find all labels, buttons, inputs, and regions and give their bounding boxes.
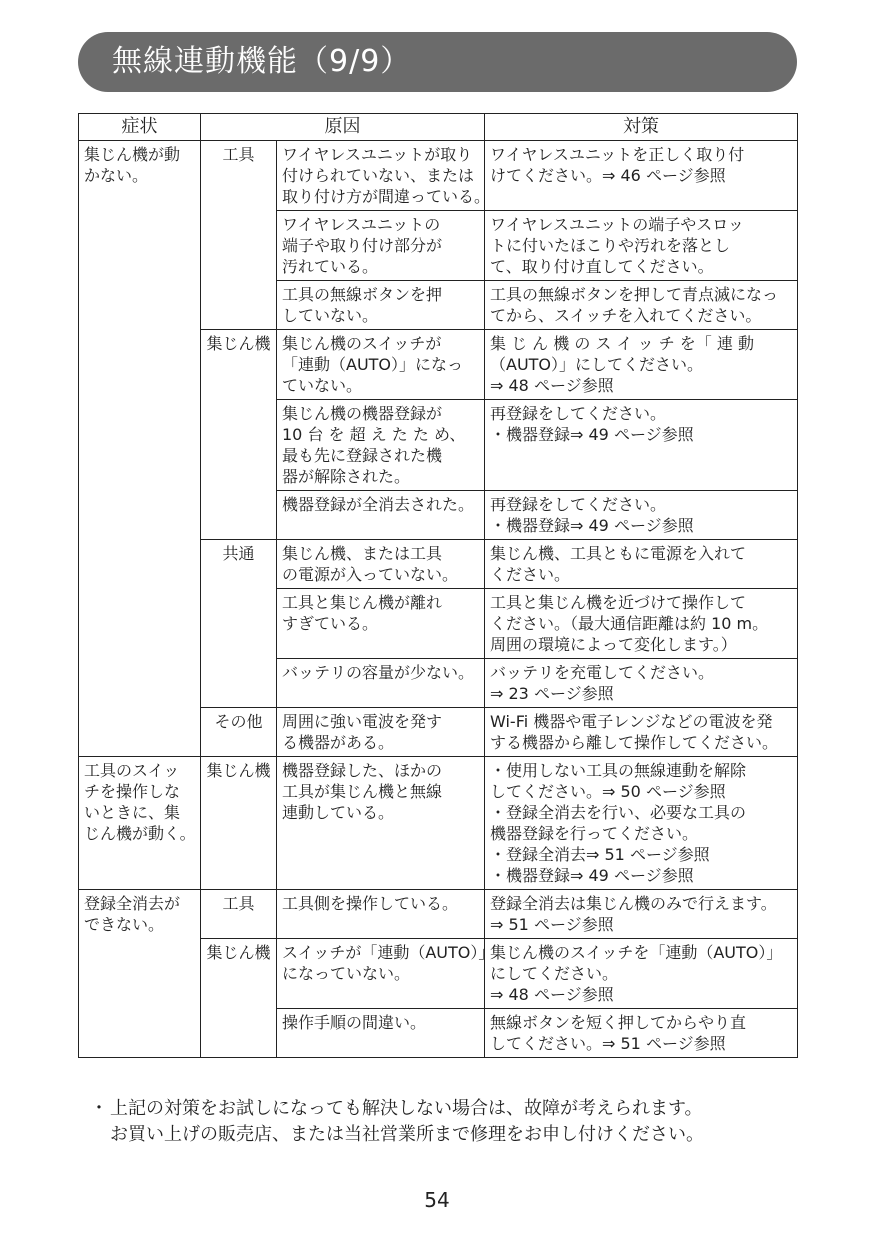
remedy-cell: 工具と集じん機を近づけて操作して ください。（最大通信距離は約 10 m。 周囲の環境によって変化します。） xyxy=(485,589,798,659)
cause-cell: 周囲に強い電波を発す る機器がある。 xyxy=(277,708,485,757)
cause-cell: 機器登録が全消去された。 xyxy=(277,491,485,540)
remedy-cell: 集じん機、工具ともに電源を入れて ください。 xyxy=(485,540,798,589)
remedy-cell: 工具の無線ボタンを押して青点滅になっ てから、スイッチを入れてください。 xyxy=(485,281,798,330)
cause-cell: 操作手順の間違い。 xyxy=(277,1009,485,1058)
remedy-cell: 集 じ ん 機 の ス イ ッ チ を「 連 動 （AUTO）」にしてください。 ⇒ 48 ページ参照 xyxy=(485,330,798,400)
footnote xyxy=(90,1096,810,1148)
category-cell: 工具 xyxy=(201,890,277,939)
header-remedy: 対策 xyxy=(485,114,798,141)
troubleshooting-table xyxy=(78,113,798,1058)
cause-cell: 工具と集じん機が離れ すぎている。 xyxy=(277,589,485,659)
remedy-cell: 無線ボタンを短く押してからやり直 してください。⇒ 51 ページ参照 xyxy=(485,1009,798,1058)
table-row xyxy=(79,141,798,211)
cause-cell: 集じん機、または工具 の電源が入っていない。 xyxy=(277,540,485,589)
cause-cell: 機器登録した、ほかの 工具が集じん機と無線 連動している。 xyxy=(277,757,485,890)
cause-cell: 工具の無線ボタンを押 していない。 xyxy=(277,281,485,330)
cause-cell: ワイヤレスユニットの 端子や取り付け部分が 汚れている。 xyxy=(277,211,485,281)
cause-cell: ワイヤレスユニットが取り 付けられていない、または 取り付け方が間違っている。 xyxy=(277,141,485,211)
category-cell: 集じん機 xyxy=(201,757,277,890)
cause-cell: スイッチが「連動（AUTO）」 になっていない。 xyxy=(277,939,485,1009)
footnote-line: お買い上げの販売店、または当社営業所まで修理をお申し付けください。 xyxy=(110,1124,704,1145)
footnote-line: 上記の対策をお試しになっても解決しない場合は、故障が考えられます。 xyxy=(110,1098,703,1119)
category-cell: 共通 xyxy=(201,540,277,708)
remedy-cell: Wi-Fi 機器や電子レンジなどの電波を発 する機器から離して操作してください。 xyxy=(485,708,798,757)
page-title: 無線連動機能（9/9） xyxy=(78,32,797,92)
symptom-cell: 工具のスイッ チを操作しな いときに、集 じん機が動く。 xyxy=(79,757,201,890)
cause-cell: 工具側を操作している。 xyxy=(277,890,485,939)
remedy-cell: バッテリを充電してください。 ⇒ 23 ページ参照 xyxy=(485,659,798,708)
page-number: 54 xyxy=(424,1188,450,1212)
remedy-cell: 登録全消去は集じん機のみで行えます。 ⇒ 51 ページ参照 xyxy=(485,890,798,939)
remedy-cell: ワイヤレスユニットを正しく取り付 けてください。⇒ 46 ページ参照 xyxy=(485,141,798,211)
header-symptom: 症状 xyxy=(79,114,201,141)
category-cell: その他 xyxy=(201,708,277,757)
remedy-cell: 再登録をしてください。 ・機器登録⇒ 49 ページ参照 xyxy=(485,400,798,491)
remedy-cell: 集じん機のスイッチを「連動（AUTO）」 にしてください。 ⇒ 48 ページ参照 xyxy=(485,939,798,1009)
remedy-cell: 再登録をしてください。 ・機器登録⇒ 49 ページ参照 xyxy=(485,491,798,540)
cause-cell: 集じん機の機器登録が 10 台 を 超 え た た め、 最も先に登録された機 器が解除された。 xyxy=(277,400,485,491)
category-cell: 工具 xyxy=(201,141,277,330)
table-row xyxy=(79,890,798,939)
remedy-cell: ・使用しない工具の無線連動を解除 してください。⇒ 50 ページ参照 ・登録全消去を行い、必要な工具の 機器登録を行ってください。 ・登録全消去⇒ 51 ページ参照 ・機器登録⇒ 49 ページ参照 xyxy=(485,757,798,890)
category-cell: 集じん機 xyxy=(201,939,277,1058)
symptom-cell: 集じん機が動 かない。 xyxy=(79,141,201,757)
cause-cell: バッテリの容量が少ない。 xyxy=(277,659,485,708)
table-row xyxy=(79,757,798,890)
header-cause: 原因 xyxy=(201,114,485,141)
table-header-row xyxy=(79,114,798,141)
symptom-cell: 登録全消去が できない。 xyxy=(79,890,201,1058)
category-cell: 集じん機 xyxy=(201,330,277,540)
remedy-cell: ワイヤレスユニットの端子やスロッ トに付いたほこりや汚れを落とし て、取り付け直してください。 xyxy=(485,211,798,281)
cause-cell: 集じん機のスイッチが 「連動（AUTO）」になっ ていない。 xyxy=(277,330,485,400)
footnote-bullet: ・ xyxy=(90,1098,108,1119)
